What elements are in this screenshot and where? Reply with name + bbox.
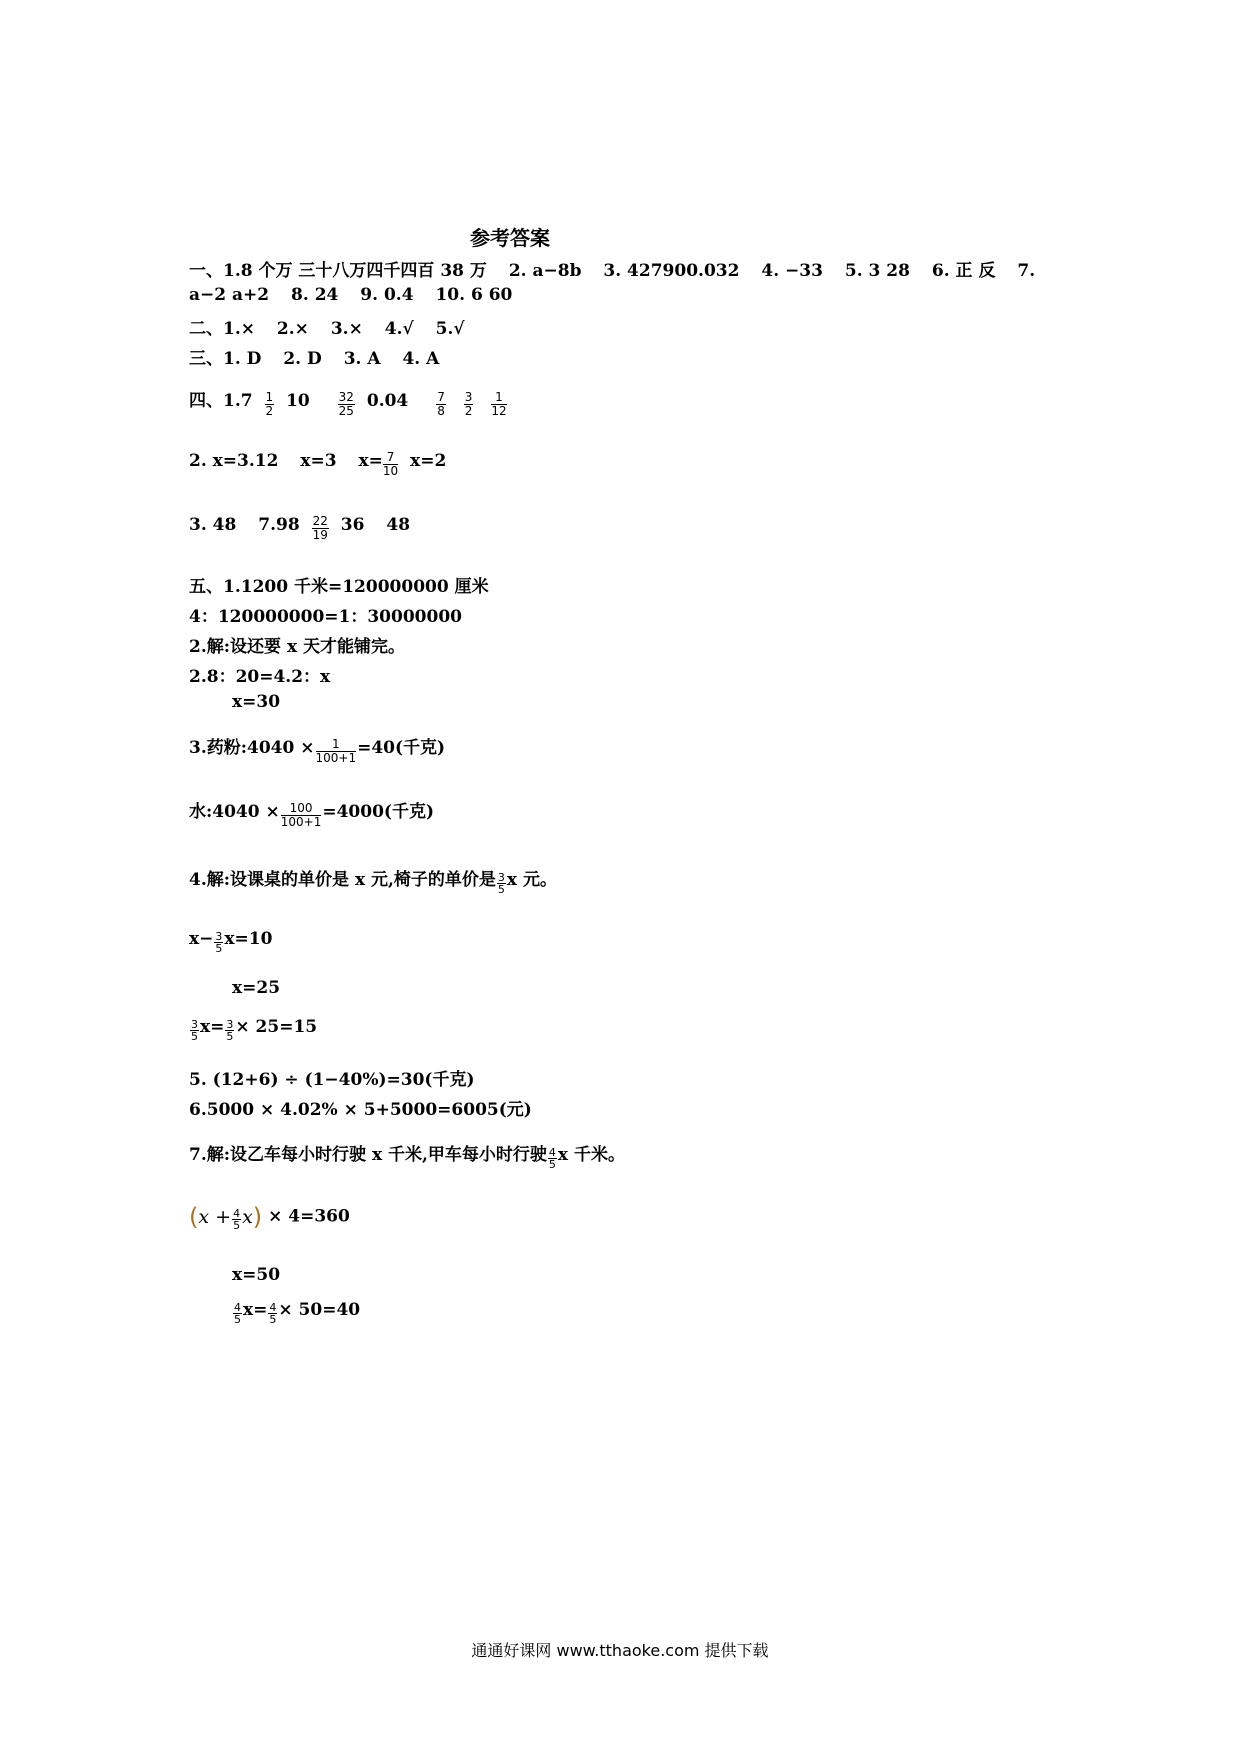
numerator: 3 (464, 390, 473, 404)
fraction (382, 450, 399, 478)
fraction (225, 1017, 234, 1043)
answer-segment: 7. (1017, 261, 1036, 281)
numerator: 3 (215, 929, 223, 943)
denominator: 5 (226, 1029, 234, 1043)
fraction (338, 390, 355, 418)
answer-segment: 二、1.× (189, 319, 255, 339)
fraction (232, 1207, 241, 1232)
section-4-q1 (189, 386, 513, 418)
denominator: 2 (265, 404, 274, 418)
numerator: 4 (233, 1207, 241, 1220)
fraction (464, 390, 474, 418)
answer-segment: 2. D (283, 349, 322, 369)
fraction (497, 870, 506, 896)
section-5-line-7 (189, 797, 435, 829)
answer-segment: 10 (286, 391, 310, 411)
answer-segment: 2. a−8b (508, 261, 582, 281)
section-5-line-8 (189, 865, 557, 896)
answer-segment: 3.药粉:4040 × (189, 738, 315, 758)
answer-segment: 3. 427900.032 (603, 261, 740, 281)
section-5-line-6 (189, 733, 446, 765)
answer-segment: 四、1.7 (189, 391, 253, 411)
denominator: 100+1 (315, 751, 357, 765)
numerator: 4 (548, 1145, 556, 1159)
fraction (233, 1300, 242, 1326)
denominator: 5 (215, 941, 223, 955)
denominator: 12 (491, 404, 507, 418)
denominator: 100+1 (280, 815, 322, 829)
answer-segment: x− (189, 929, 214, 949)
answer-segment: x=2 (410, 451, 447, 471)
section-1-line-2 (189, 285, 512, 305)
answer-segment: 6. 正 反 (931, 261, 996, 281)
numerator: 1 (316, 738, 357, 752)
answer-segment: =40(千克) (357, 738, 446, 758)
denominator: 10 (382, 464, 399, 478)
fraction (214, 929, 223, 955)
math-var: x (242, 1206, 253, 1228)
answer-segment: x= (200, 1017, 225, 1037)
answer-segment: x 千米。 (557, 1145, 625, 1165)
answer-segment: 3. 48 (189, 515, 237, 535)
numerator: 7 (383, 451, 398, 465)
section-5-line-11 (189, 1017, 318, 1043)
answer-segment: 4. A (402, 349, 440, 369)
denominator: 25 (338, 404, 354, 418)
answer-segment: 水:4040 × (189, 802, 280, 822)
section-4-q2 (189, 450, 447, 478)
answer-segment: 4.解:设课桌的单价是 x 元,椅子的单价是 (189, 870, 496, 890)
numerator: 1 (265, 390, 274, 404)
numerator: 32 (338, 390, 354, 404)
fraction (315, 737, 357, 765)
answer-segment: 3. A (343, 349, 381, 369)
answer-segment: 2.× (276, 319, 309, 339)
math-var: x + (198, 1206, 232, 1228)
answer-segment: 7.解:设乙车每小时行驶 x 千米,甲车每小时行驶 (189, 1145, 547, 1165)
numerator: 1 (491, 391, 506, 405)
section-5-line-9 (189, 929, 273, 955)
fraction (491, 390, 507, 418)
answer-segment: 5. 3 28 (844, 261, 910, 281)
answer-segment: 10. 6 60 (435, 285, 513, 305)
answer-segment: 5.√ (435, 319, 465, 339)
answer-segment: 36 (340, 515, 365, 535)
answer-segment: 48 (386, 515, 411, 535)
denominator: 19 (312, 528, 328, 542)
section-5-line-15 (189, 1203, 350, 1231)
section-3-line (189, 344, 439, 369)
left-paren: ( (189, 1203, 199, 1231)
denominator: 5 (234, 1312, 241, 1326)
numerator: 22 (312, 514, 328, 528)
answer-segment: x=3 (300, 451, 337, 471)
section-4-q3 (189, 514, 411, 542)
numerator: 7 (437, 390, 445, 404)
fraction (265, 390, 275, 418)
answer-segment: 4. −33 (761, 261, 823, 281)
numerator: 3 (226, 1017, 234, 1031)
denominator: 5 (269, 1312, 277, 1326)
answer-segment: a−2 a+2 (189, 285, 270, 305)
answer-segment: 3.× (330, 319, 363, 339)
answer-segment: x 元。 (506, 870, 557, 890)
answer-segment: 7.98 (258, 515, 300, 535)
numerator: 3 (191, 1017, 198, 1031)
section-5-line-16: x=50 (232, 1265, 281, 1285)
page-title: 参考答案 (470, 226, 550, 250)
fraction (312, 514, 329, 542)
numerator: 100 (281, 802, 322, 816)
section-5-line-4: 2.8：20=4.2：x (189, 667, 331, 687)
answer-segment: 0.04 (366, 391, 409, 411)
section-5-line-17 (232, 1300, 361, 1326)
footer-credit: 通通好课网 www.tthaoke.com 提供下载 (471, 1641, 769, 1660)
fraction (436, 390, 446, 418)
answer-segment: 2. x=3.12 (189, 451, 279, 471)
section-5-line-10: x=25 (232, 978, 281, 998)
section-5-line-5: x=30 (232, 692, 281, 712)
numerator: 4 (234, 1300, 241, 1314)
section-5-line-13: 6.5000 × 4.02% × 5+5000=6005(元) (189, 1100, 532, 1120)
denominator: 5 (233, 1219, 241, 1232)
answer-segment: x= (243, 1300, 268, 1320)
answer-segment: 一、1.8 个万 三十八万四千四百 38 万 (189, 261, 487, 281)
fraction (548, 1145, 557, 1171)
fraction (190, 1017, 199, 1043)
answer-segment: 9. 0.4 (360, 285, 414, 305)
section-5-line-3: 2.解:设还要 x 天才能铺完。 (189, 637, 405, 657)
denominator: 5 (548, 1157, 556, 1171)
section-5-line-1: 五、1.1200 千米=120000000 厘米 (189, 577, 489, 597)
section-5-line-12: 5. (12+6) ÷ (1−40%)=30(千克) (189, 1070, 475, 1090)
denominator: 5 (191, 1029, 198, 1043)
denominator: 8 (437, 404, 445, 418)
answer-segment: x=10 (224, 929, 273, 949)
right-paren: ) (252, 1203, 263, 1231)
fraction (268, 1300, 277, 1326)
section-5-line-2: 4：120000000=1：30000000 (189, 607, 462, 627)
section-1-line-1 (189, 256, 1035, 281)
fraction (280, 801, 322, 829)
numerator: 3 (497, 870, 505, 884)
section-2-line (189, 314, 465, 339)
numerator: 4 (269, 1300, 277, 1314)
answer-segment: 4.√ (384, 319, 414, 339)
answer-segment: 8. 24 (291, 285, 339, 305)
section-5-line-14 (189, 1140, 625, 1171)
answer-segment: x= (358, 451, 383, 471)
answer-segment: × 50=40 (278, 1300, 361, 1320)
denominator: 2 (464, 404, 473, 418)
answer-segment: × 4=360 (268, 1206, 350, 1227)
denominator: 5 (497, 882, 505, 896)
answer-segment: 三、1. D (189, 349, 262, 369)
answer-segment: =4000(千克) (322, 802, 435, 822)
answer-segment: × 25=15 (235, 1017, 318, 1037)
